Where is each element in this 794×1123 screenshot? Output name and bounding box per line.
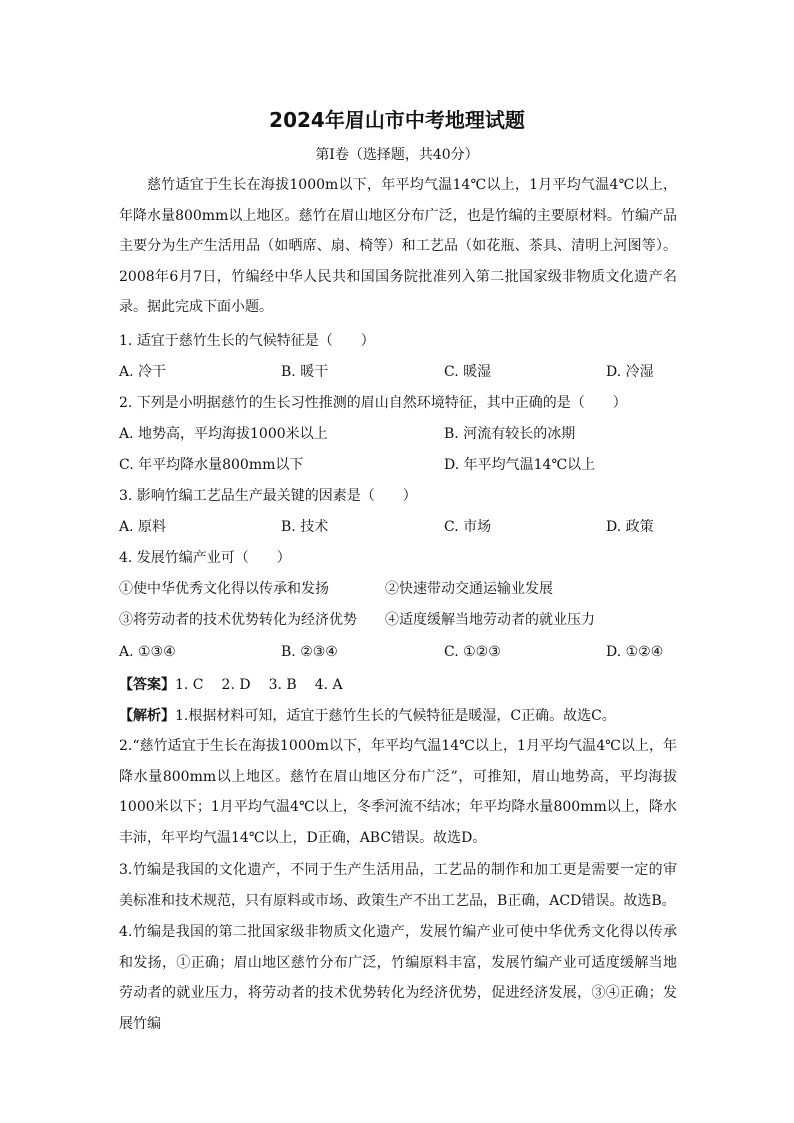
answer-item: 2. D: [221, 677, 251, 693]
material-passage: 慈竹适宜于生长在海拔1000m以下，年平均气温14℃以上，1月平均气温4℃以上，年降水量800mm以上地区。慈竹在眉山地区分布广泛，也是竹编的主要原材料。竹编产品主要分为生产生活用品（如晒席、扇、椅等）和工艺品（如花瓶、茶具、清明上河图等）。2008年6月7日，竹编经中华人民共和国国务院批准列入第二批国家级非物质文化遗产名录。据此完成下面小题。: [119, 177, 677, 315]
analysis-paragraph-3: 3.竹编是我国的文化遗产，不同于生产生活用品，工艺品的制作和加工更是需要一定的审美标准和技术规范，只有原料或市场、政策生产不出工艺品，B正确，ACD错误。故选B。: [119, 862, 677, 909]
answer-label: 【答案】: [119, 677, 175, 693]
question-3-option-d[interactable]: D. 政策: [606, 519, 654, 535]
question-4-statement-2: ②快速带动交通运输业发展: [385, 581, 553, 597]
question-3-option-a[interactable]: A. 原料: [119, 519, 167, 535]
question-1-options: [119, 362, 679, 382]
question-1-option-a[interactable]: A. 冷干: [119, 364, 167, 380]
answer-item: 3. B: [268, 677, 297, 693]
analysis-paragraph-4: 4.竹编是我国的第二批国家级非物质文化遗产，发展竹编产业可使中华优秀文化得以传承和发扬，①正确；眉山地区慈竹分布广泛，竹编原料丰富，发展竹编产业可适度缓解当地劳动者的就业压力，将劳动者的技术优势转化为经济优势，促进经济发展，③④正确；发展竹编: [119, 924, 677, 1032]
question-4-statement-4: ④适度缓解当地劳动者的就业压力: [385, 612, 595, 628]
question-2-option-c[interactable]: C. 年平均降水量800mm以下: [119, 457, 304, 473]
analysis-line-1: [119, 706, 679, 726]
answer-item: 4. A: [314, 677, 343, 693]
question-2-option-d[interactable]: D. 年平均气温14℃以上: [444, 457, 596, 473]
question-4-statements-row-2: [119, 610, 679, 630]
answer-item: 1. C: [175, 677, 204, 693]
section-subtitle: 第Ⅰ卷（选择题，共40分）: [315, 147, 479, 163]
question-2-options-row-2: [119, 455, 679, 475]
analysis-paragraph-2: 2.“慈竹适宜于生长在海拔1000m以下，年平均气温14℃以上，1月平均气温4℃以上，年降水量800mm以上地区。慈竹在眉山地区分布广泛”，可推知，眉山地势高，平均海拔1000米以下；1月平均气温4℃以上，冬季河流不结冰；年平均降水量800mm以上，降水丰沛，年平均气温14℃以上，D正确，ABC错误。故选D。: [119, 738, 677, 846]
analysis-label: 【解析】: [119, 708, 175, 724]
question-4-option-d[interactable]: D. ①②④: [606, 644, 664, 660]
answer-line: [119, 675, 679, 695]
question-2-stem: 2. 下列是小明据慈竹的生长习性推测的眉山自然环境特征，其中正确的是（ ）: [119, 395, 627, 411]
question-4-statements-row-1: [119, 579, 679, 599]
question-4-stem: 4. 发展竹编产业可（ ）: [119, 550, 291, 566]
question-3-stem: 3. 影响竹编工艺品生产最关键的因素是（ ）: [119, 488, 417, 504]
question-1-option-b[interactable]: B. 暖干: [281, 364, 329, 380]
question-4-option-a[interactable]: A. ①③④: [119, 644, 176, 660]
question-3-option-c[interactable]: C. 市场: [444, 519, 492, 535]
question-2-options-row-1: [119, 424, 679, 444]
question-4-statement-3: ③将劳动者的技术优势转化为经济优势: [119, 612, 357, 628]
question-4-statement-1: ①使中华优秀文化得以传承和发扬: [119, 581, 329, 597]
question-4-options: [119, 642, 679, 662]
question-2-option-b[interactable]: B. 河流有较长的冰期: [444, 426, 576, 442]
question-4-option-b[interactable]: B. ②③④: [281, 644, 338, 660]
question-1-option-d[interactable]: D. 冷湿: [606, 364, 654, 380]
question-3-options: [119, 517, 679, 537]
question-4-option-c[interactable]: C. ①②③: [444, 644, 501, 660]
analysis-paragraph-1: 1.根据材料可知，适宜于慈竹生长的气候特征是暖湿，C正确。故选C。: [175, 708, 616, 724]
question-1-stem: 1. 适宜于慈竹生长的气候特征是（ ）: [119, 333, 375, 349]
question-3-option-b[interactable]: B. 技术: [281, 519, 329, 535]
question-1-option-c[interactable]: C. 暖湿: [444, 364, 492, 380]
page-title: 2024年眉山市中考地理试题: [269, 108, 525, 132]
question-2-option-a[interactable]: A. 地势高，平均海拔1000米以上: [119, 426, 328, 442]
